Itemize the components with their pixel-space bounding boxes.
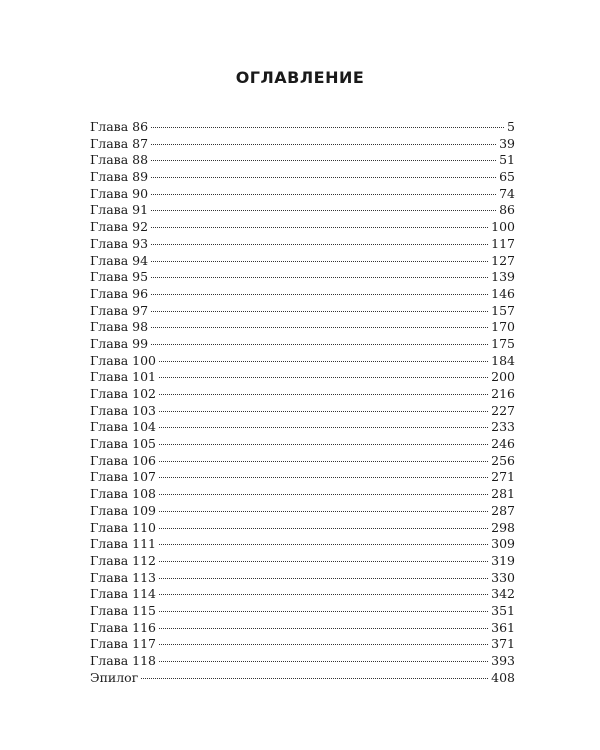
toc-entry-page-number: 246 — [491, 436, 515, 452]
dot-leader — [159, 660, 488, 662]
toc-entry-label: Глава 87 — [90, 135, 149, 151]
toc-entry — [90, 403, 515, 420]
toc-entry-label: Глава 97 — [90, 302, 149, 318]
toc-entry-page-number: 309 — [491, 536, 515, 552]
dot-leader — [151, 343, 488, 345]
toc-entry-page-number: 117 — [491, 235, 515, 251]
toc-entry-label: Глава 100 — [90, 352, 156, 368]
toc-entry — [90, 236, 515, 253]
dot-leader — [151, 176, 496, 178]
dot-leader — [151, 243, 488, 245]
toc-entry-page-number: 216 — [491, 386, 515, 401]
toc-entry-label: Глава 86 — [90, 119, 149, 134]
toc-entry-label: Глава 113 — [90, 569, 156, 585]
toc-entry-page-number: 127 — [491, 252, 515, 268]
dot-leader — [151, 193, 496, 195]
toc-entry-page-number: 319 — [491, 552, 515, 568]
dot-leader — [159, 627, 488, 629]
dot-leader — [151, 143, 496, 145]
toc-entry-label: Глава 112 — [90, 552, 156, 568]
toc-entry-label: Глава 92 — [90, 219, 149, 235]
toc-entry-label: Глава 118 — [90, 653, 156, 668]
toc-entry-page-number: 408 — [491, 669, 515, 685]
toc-entry-page-number: 393 — [491, 653, 515, 668]
toc-entry — [90, 486, 515, 503]
toc-entry-page-number: 233 — [491, 419, 515, 435]
dot-leader — [159, 360, 488, 362]
toc-entry — [90, 520, 515, 537]
toc-entry-page-number: 139 — [491, 269, 515, 285]
dot-leader — [151, 209, 496, 211]
toc-entry-label: Глава 93 — [90, 235, 149, 251]
toc-entry — [90, 453, 515, 470]
dot-leader — [151, 326, 488, 328]
toc-title: ОГЛАВЛЕНИЕ — [235, 68, 365, 87]
toc-entry-page-number: 157 — [491, 302, 515, 318]
toc-entry-page-number: 351 — [491, 602, 515, 618]
toc-entry-page-number: 74 — [499, 185, 515, 201]
toc-entry-page-number: 271 — [491, 469, 515, 485]
toc-entry — [90, 319, 515, 336]
dot-leader — [141, 677, 488, 679]
toc-entry — [90, 386, 515, 403]
dot-leader — [151, 293, 488, 295]
toc-entry-page-number: 51 — [499, 152, 515, 168]
toc-entry — [90, 136, 515, 153]
toc-entry-label: Глава 117 — [90, 636, 156, 652]
toc-entry-page-number: 65 — [499, 169, 515, 185]
toc-entry — [90, 570, 515, 587]
toc-entry-page-number: 371 — [491, 636, 515, 652]
dot-leader — [159, 476, 488, 478]
toc-entry-label: Глава 105 — [90, 436, 156, 452]
toc-entry-page-number: 175 — [491, 335, 515, 351]
toc-entry-page-number: 100 — [491, 219, 515, 235]
dot-leader — [159, 543, 488, 545]
dot-leader — [159, 527, 488, 529]
toc-entry — [90, 119, 515, 136]
toc-entry — [90, 353, 515, 370]
toc-entry-label: Глава 96 — [90, 285, 149, 301]
toc-entry-label: Глава 102 — [90, 386, 156, 401]
dot-leader — [159, 410, 488, 412]
toc-entry-page-number: 200 — [491, 369, 515, 385]
toc-entry-label: Глава 104 — [90, 419, 156, 435]
toc-entry-label: Глава 110 — [90, 519, 156, 535]
toc-entry — [90, 336, 515, 353]
toc-entry — [90, 553, 515, 570]
toc-entry-page-number: 146 — [491, 285, 515, 301]
toc-entry-label: Глава 111 — [90, 536, 156, 552]
toc-entry-page-number: 86 — [499, 202, 515, 218]
toc-entry — [90, 636, 515, 653]
toc-entry — [90, 603, 515, 620]
toc-entry-page-number: 281 — [491, 486, 515, 502]
toc-entry — [90, 286, 515, 303]
dot-leader — [151, 276, 488, 278]
dot-leader — [159, 610, 488, 612]
toc-entry — [90, 303, 515, 320]
toc-entry — [90, 503, 515, 520]
dot-leader — [159, 460, 488, 462]
dot-leader — [159, 443, 488, 445]
dot-leader — [151, 310, 488, 312]
dot-leader — [159, 643, 488, 645]
toc-entry — [90, 253, 515, 270]
toc-entry — [90, 419, 515, 436]
dot-leader — [151, 260, 488, 262]
toc-entry — [90, 620, 515, 637]
toc-entry-label: Глава 94 — [90, 252, 149, 268]
toc-entry-label: Глава 106 — [90, 452, 156, 468]
toc-entry-label: Глава 98 — [90, 319, 149, 335]
dot-leader — [159, 426, 488, 428]
toc-entry — [90, 586, 515, 603]
toc-entry-page-number: 342 — [491, 586, 515, 602]
toc-entry — [90, 186, 515, 203]
toc-entry-label: Глава 116 — [90, 619, 156, 635]
toc-entry — [90, 436, 515, 453]
dot-leader — [151, 126, 504, 128]
toc-entry-label: Глава 114 — [90, 586, 156, 602]
dot-leader — [159, 376, 488, 378]
dot-leader — [159, 393, 488, 395]
dot-leader — [151, 159, 496, 161]
toc-entry — [90, 219, 515, 236]
toc-entry-page-number: 361 — [491, 619, 515, 635]
toc-list — [90, 119, 515, 686]
toc-entry — [90, 152, 515, 169]
toc-entry-label: Глава 109 — [90, 502, 156, 518]
toc-entry-label: Глава 90 — [90, 185, 149, 201]
toc-entry-page-number: 170 — [491, 319, 515, 335]
toc-entry-page-number: 298 — [491, 519, 515, 535]
dot-leader — [159, 593, 488, 595]
toc-entry-page-number: 5 — [507, 119, 515, 134]
toc-entry — [90, 653, 515, 670]
toc-entry-page-number: 330 — [491, 569, 515, 585]
dot-leader — [159, 560, 488, 562]
toc-entry-label: Глава 89 — [90, 169, 149, 185]
toc-entry-page-number: 184 — [491, 352, 515, 368]
toc-entry — [90, 536, 515, 553]
toc-entry-label: Глава 103 — [90, 402, 156, 418]
toc-entry — [90, 670, 515, 687]
toc-entry-label: Глава 108 — [90, 486, 156, 502]
toc-entry-page-number: 39 — [499, 135, 515, 151]
toc-entry — [90, 169, 515, 186]
toc-entry-label: Глава 91 — [90, 202, 149, 218]
dot-leader — [159, 510, 488, 512]
toc-entry — [90, 269, 515, 286]
dot-leader — [151, 226, 488, 228]
toc-entry — [90, 469, 515, 486]
toc-entry — [90, 202, 515, 219]
dot-leader — [159, 577, 488, 579]
toc-entry-label: Глава 107 — [90, 469, 156, 485]
dot-leader — [159, 493, 488, 495]
toc-entry-page-number: 256 — [491, 452, 515, 468]
toc-entry-label: Глава 88 — [90, 152, 149, 168]
toc-entry-label: Глава 101 — [90, 369, 156, 385]
toc-entry-page-number: 227 — [491, 402, 515, 418]
toc-entry — [90, 369, 515, 386]
toc-entry-label: Эпилог — [90, 669, 139, 685]
toc-entry-page-number: 287 — [491, 502, 515, 518]
toc-entry-label: Глава 115 — [90, 602, 156, 618]
toc-entry-label: Глава 95 — [90, 269, 149, 285]
toc-entry-label: Глава 99 — [90, 335, 149, 351]
